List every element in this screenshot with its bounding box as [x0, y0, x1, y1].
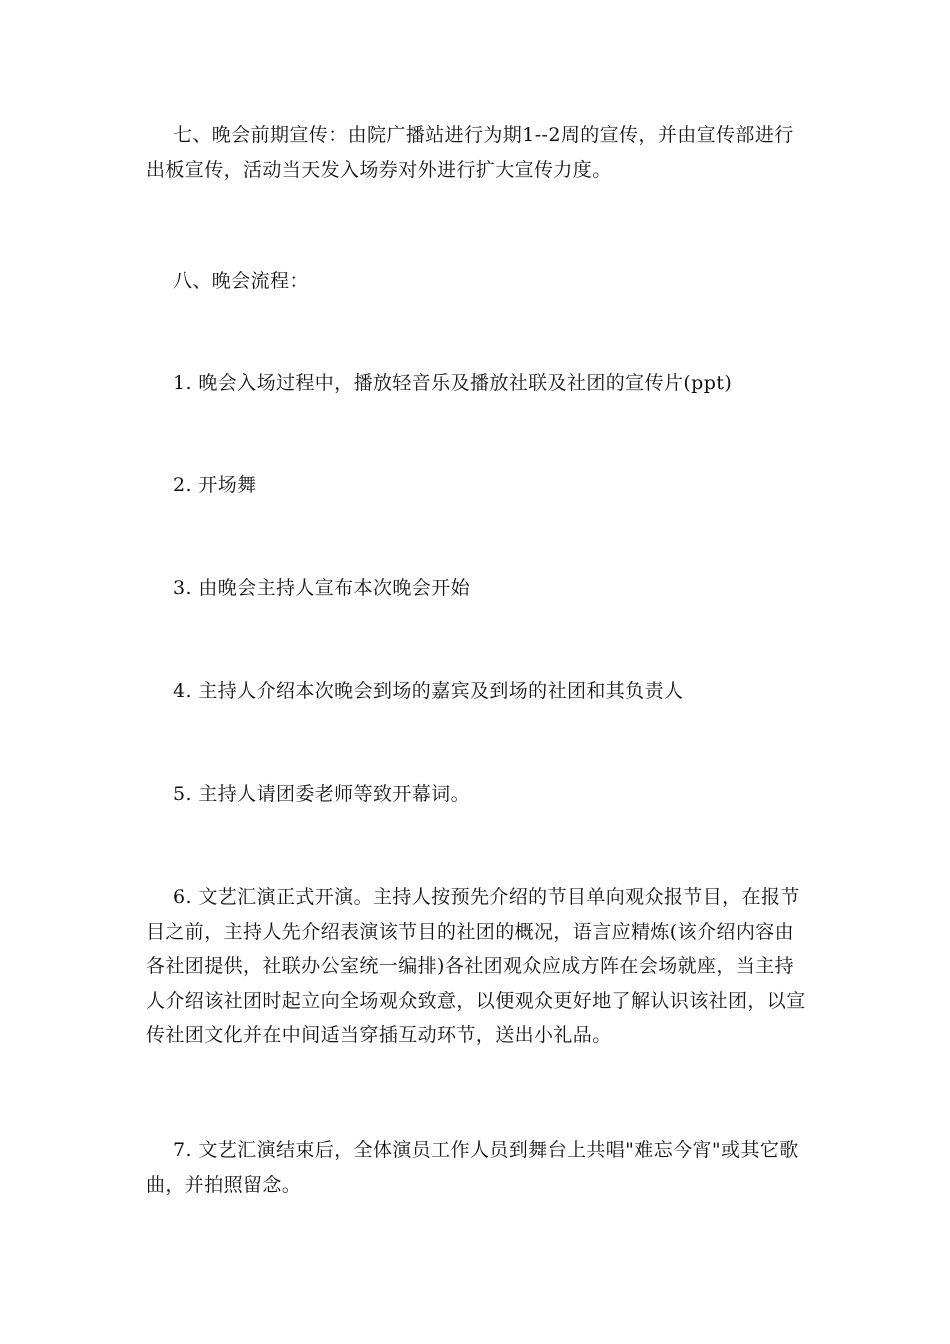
paragraph-item-6: 6. 文艺汇演正式开演。主持人按预先介绍的节目单向观众报节目，在报节目之前，主持人先介绍表演该节目的社团的概况，语言应精炼(该介绍内容由各社团提供，社联办公室统一编排)各社团观众应成方阵在会场就座，当主持人介绍该社团时起立向全场观众致意，以便观众更好地了解认识该社团，以宣传社团文化并在中间适当穿插互动环节，送出小礼品。 — [146, 886, 806, 1046]
paragraph-item-2: 2. 开场舞 — [173, 474, 257, 496]
paragraph-item-1: 1. 晚会入场过程中，播放轻音乐及播放社联及社团的宣传片(ppt) — [173, 372, 733, 394]
paragraph-section-heading: 八、晚会流程： — [173, 270, 309, 292]
paragraph-item-7: 7. 文艺汇演结束后，全体演员工作人员到舞台上共唱"难忘今宵"或其它歌曲，并拍照留念。 — [146, 1139, 799, 1196]
paragraph-item-4: 4. 主持人介绍本次晚会到场的嘉宾及到场的社团和其负责人 — [173, 680, 684, 702]
paragraph-publicity: 七、晚会前期宣传：由院广播站进行为期1--2周的宣传，并由宣传部进行出板宣传，活动当天发入场券对外进行扩大宣传力度。 — [146, 124, 794, 181]
paragraph-item-3: 3. 由晚会主持人宣布本次晚会开始 — [173, 577, 470, 599]
paragraph-item-5: 5. 主持人请团委老师等致开幕词。 — [173, 783, 470, 805]
